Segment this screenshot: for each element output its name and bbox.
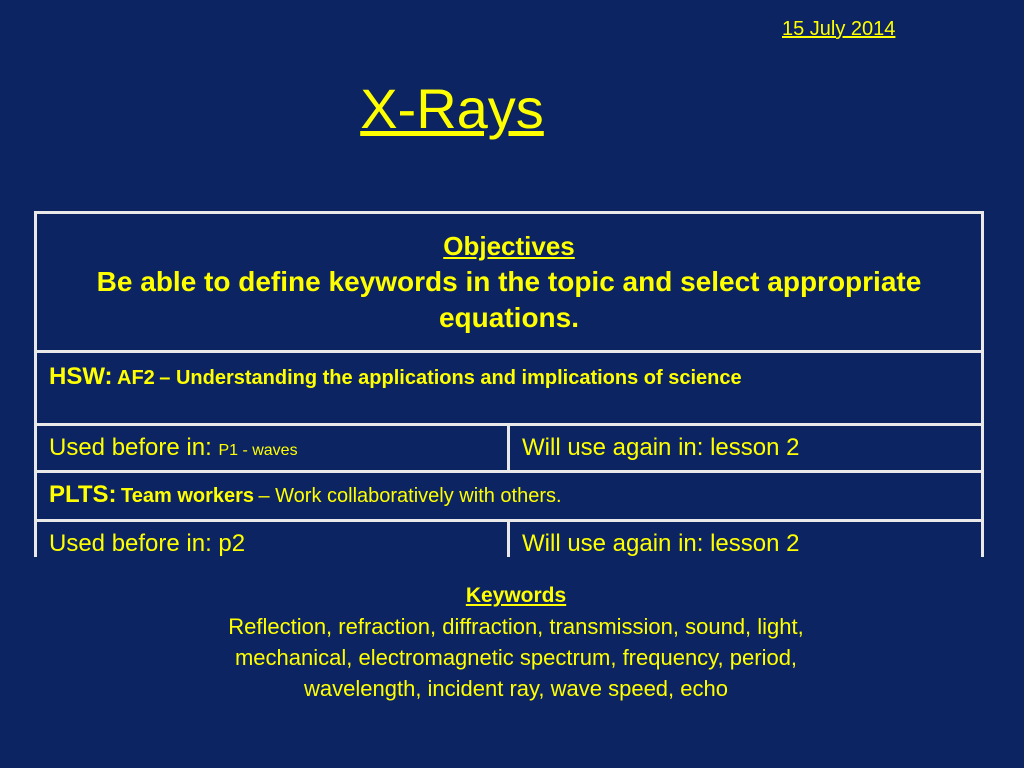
- used-before-value-1: P1 - waves: [218, 442, 298, 459]
- keywords-line-3: wavelength, incident ray, wave speed, echo: [304, 676, 728, 701]
- objectives-heading: Objectives: [443, 231, 575, 261]
- plts-cell: [37, 473, 981, 519]
- objectives-cell: [37, 214, 981, 350]
- plts-text: – Work collaboratively with others.: [258, 485, 562, 507]
- keywords-heading: Keywords: [465, 584, 567, 607]
- used-before-label-1: Used before in:: [49, 434, 212, 461]
- slide-title: X-Rays: [360, 77, 544, 140]
- objectives-table: [34, 211, 984, 557]
- will-use-cell-2: Will use again in: lesson 2: [510, 522, 981, 566]
- keywords-line-2: mechanical, electromagnetic spectrum, frequency, period,: [234, 645, 798, 670]
- hsw-cell: [37, 353, 981, 423]
- keywords-line-1: Reflection, refraction, diffraction, transmission, sound, light,: [228, 614, 804, 639]
- plts-label: PLTS:: [49, 481, 117, 508]
- used-before-cell-2: Used before in: p2: [37, 522, 507, 566]
- plts-skill: Team workers: [121, 485, 255, 507]
- hsw-text: – Understanding the applications and implications of science: [159, 367, 742, 389]
- hsw-label: HSW:: [49, 363, 113, 390]
- hsw-code: AF2: [117, 367, 155, 389]
- used-before-cell-1: [37, 426, 507, 470]
- objectives-text: Be able to define keywords in the topic and select appropriate equations.: [96, 266, 922, 333]
- slide-date: 15 July 2014: [782, 18, 896, 40]
- keywords-section: [0, 580, 1024, 704]
- will-use-cell-1: Will use again in: lesson 2: [510, 426, 981, 470]
